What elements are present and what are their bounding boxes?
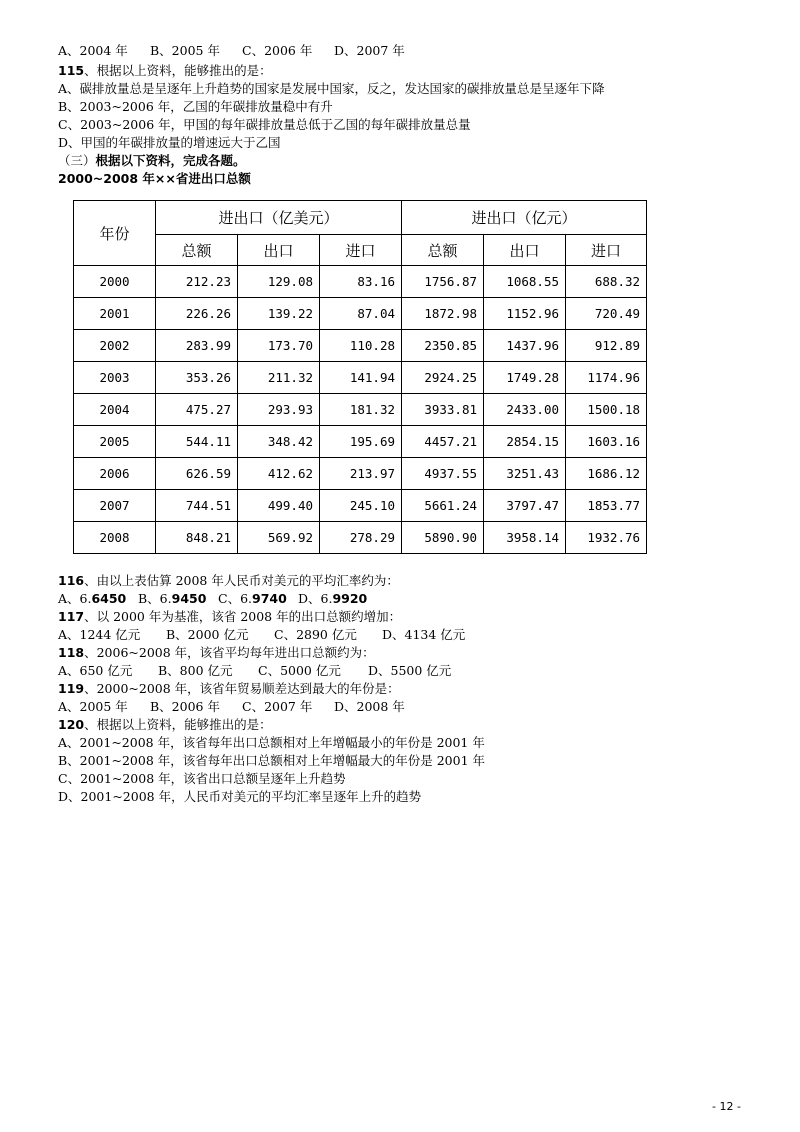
value-cell: 2433.00 bbox=[484, 394, 566, 426]
value-cell: 412.62 bbox=[238, 458, 320, 490]
value-cell: 475.27 bbox=[156, 394, 238, 426]
year-cell: 2001 bbox=[74, 298, 156, 330]
table-title: 2000~2008 年××省进出口总额 bbox=[58, 171, 251, 186]
table-row bbox=[74, 426, 647, 458]
value-cell: 2854.15 bbox=[484, 426, 566, 458]
table-row bbox=[74, 298, 647, 330]
q119-option-a: A、2005 年 bbox=[58, 699, 128, 714]
usd-import-header: 进口 bbox=[320, 235, 402, 266]
q115-option-a: A、碳排放量总是呈逐年上升趋势的国家是发展中国家，反之，发达国家的碳排放量总是呈逐年下降 bbox=[58, 81, 605, 96]
year-cell: 2002 bbox=[74, 330, 156, 362]
year-header: 年份 bbox=[74, 201, 156, 266]
q117-option-c: C、2890 亿元 bbox=[274, 627, 357, 642]
value-cell: 3251.43 bbox=[484, 458, 566, 490]
value-cell: 1068.55 bbox=[484, 266, 566, 298]
q118-stem: 、2006~2008 年，该省平均每年进出口总额约为： bbox=[84, 645, 375, 660]
year-cell: 2008 bbox=[74, 522, 156, 554]
year-cell: 2003 bbox=[74, 362, 156, 394]
value-cell: 181.32 bbox=[320, 394, 402, 426]
value-cell: 353.26 bbox=[156, 362, 238, 394]
q116-option-d: D、6.9920 bbox=[298, 591, 368, 606]
value-cell: 213.97 bbox=[320, 458, 402, 490]
value-cell: 129.08 bbox=[238, 266, 320, 298]
q115-number: 115 bbox=[58, 63, 85, 78]
table-row bbox=[74, 490, 647, 522]
q119-stem: 、2000~2008 年，该省年贸易顺差达到最大的年份是： bbox=[84, 681, 400, 696]
section-prefix: （三） bbox=[58, 153, 96, 168]
value-cell: 1152.96 bbox=[484, 298, 566, 330]
section-title: 根据以下资料，完成各题。 bbox=[95, 153, 246, 168]
value-cell: 1872.98 bbox=[402, 298, 484, 330]
value-cell: 544.11 bbox=[156, 426, 238, 458]
usd-export-header: 出口 bbox=[238, 235, 320, 266]
usd-total-header: 总额 bbox=[156, 235, 238, 266]
value-cell: 2924.25 bbox=[402, 362, 484, 394]
q119-number: 119 bbox=[58, 681, 85, 696]
value-cell: 720.49 bbox=[566, 298, 647, 330]
value-cell: 4937.55 bbox=[402, 458, 484, 490]
value-cell: 195.69 bbox=[320, 426, 402, 458]
q116-option-a: A、6.6450 bbox=[58, 591, 127, 606]
value-cell: 848.21 bbox=[156, 522, 238, 554]
q118-number: 118 bbox=[58, 645, 85, 660]
value-cell: 1174.96 bbox=[566, 362, 647, 394]
value-cell: 569.92 bbox=[238, 522, 320, 554]
value-cell: 1932.76 bbox=[566, 522, 647, 554]
q119-option-c: C、2007 年 bbox=[242, 699, 313, 714]
value-cell: 283.99 bbox=[156, 330, 238, 362]
q117-stem: 、以 2000 年为基准，该省 2008 年的出口总额约增加： bbox=[84, 609, 402, 624]
rmb-total-header: 总额 bbox=[402, 235, 484, 266]
q116-number: 116 bbox=[58, 573, 85, 588]
question-120 bbox=[58, 716, 758, 806]
q115-option-b: B、2003~2006 年，乙国的年碳排放量稳中有升 bbox=[58, 99, 333, 114]
table-row bbox=[74, 266, 647, 298]
table-row bbox=[74, 522, 647, 554]
q119-option-d: D、2008 年 bbox=[334, 699, 405, 714]
q115-option-d: D、甲国的年碳排放量的增速远大于乙国 bbox=[58, 135, 281, 150]
value-cell: 626.59 bbox=[156, 458, 238, 490]
table-body bbox=[74, 266, 647, 554]
table-row bbox=[74, 458, 647, 490]
q120-option-b: B、2001~2008 年，该省每年出口总额相对上年增幅最大的年份是 2001 年 bbox=[58, 753, 486, 768]
rmb-import-header: 进口 bbox=[566, 235, 647, 266]
year-cell: 2007 bbox=[74, 490, 156, 522]
value-cell: 1686.12 bbox=[566, 458, 647, 490]
q115-option-c: C、2003~2006 年，甲国的每年碳排放量总低于乙国的每年碳排放量总量 bbox=[58, 117, 471, 132]
value-cell: 1853.77 bbox=[566, 490, 647, 522]
value-cell: 245.10 bbox=[320, 490, 402, 522]
q114-option-b: B、2005 年 bbox=[150, 43, 220, 58]
value-cell: 1437.96 bbox=[484, 330, 566, 362]
value-cell: 212.23 bbox=[156, 266, 238, 298]
usd-group-header: 进出口（亿美元） bbox=[156, 201, 402, 235]
table-row bbox=[74, 330, 647, 362]
value-cell: 5890.90 bbox=[402, 522, 484, 554]
q120-stem: 、根据以上资料，能够推出的是： bbox=[84, 717, 272, 732]
q114-option-d: D、2007 年 bbox=[334, 43, 405, 58]
value-cell: 499.40 bbox=[238, 490, 320, 522]
q118-option-a: A、650 亿元 bbox=[58, 663, 133, 678]
q117-option-d: D、4134 亿元 bbox=[382, 627, 466, 642]
q116-option-c: C、6.9740 bbox=[218, 591, 287, 606]
q114-option-a: A、2004 年 bbox=[58, 43, 128, 58]
q120-option-a: A、2001~2008 年，该省每年出口总额相对上年增幅最小的年份是 2001 年 bbox=[58, 735, 485, 750]
rmb-export-header: 出口 bbox=[484, 235, 566, 266]
value-cell: 3933.81 bbox=[402, 394, 484, 426]
value-cell: 744.51 bbox=[156, 490, 238, 522]
q118-option-b: B、800 亿元 bbox=[158, 663, 233, 678]
value-cell: 1749.28 bbox=[484, 362, 566, 394]
value-cell: 912.89 bbox=[566, 330, 647, 362]
section-heading bbox=[58, 152, 758, 188]
value-cell: 3958.14 bbox=[484, 522, 566, 554]
table-row bbox=[74, 362, 647, 394]
page-number: - 12 - bbox=[712, 1100, 741, 1113]
q117-option-a: A、1244 亿元 bbox=[58, 627, 141, 642]
q114-option-c: C、2006 年 bbox=[242, 43, 313, 58]
q120-number: 120 bbox=[58, 717, 85, 732]
q117-number: 117 bbox=[58, 609, 85, 624]
value-cell: 87.04 bbox=[320, 298, 402, 330]
q115-stem: 、根据以上资料，能够推出的是： bbox=[84, 63, 272, 78]
value-cell: 3797.47 bbox=[484, 490, 566, 522]
table-row bbox=[74, 394, 647, 426]
question-119 bbox=[58, 680, 758, 716]
q118-option-c: C、5000 亿元 bbox=[258, 663, 341, 678]
value-cell: 4457.21 bbox=[402, 426, 484, 458]
value-cell: 5661.24 bbox=[402, 490, 484, 522]
year-cell: 2006 bbox=[74, 458, 156, 490]
question-115 bbox=[58, 62, 758, 152]
q114-options bbox=[58, 42, 758, 60]
q116-stem: 、由以上表估算 2008 年人民币对美元的平均汇率约为： bbox=[84, 573, 399, 588]
value-cell: 141.94 bbox=[320, 362, 402, 394]
year-cell: 2005 bbox=[74, 426, 156, 458]
value-cell: 139.22 bbox=[238, 298, 320, 330]
value-cell: 83.16 bbox=[320, 266, 402, 298]
value-cell: 211.32 bbox=[238, 362, 320, 394]
value-cell: 348.42 bbox=[238, 426, 320, 458]
value-cell: 688.32 bbox=[566, 266, 647, 298]
q116-option-b: B、6.9450 bbox=[138, 591, 207, 606]
value-cell: 226.26 bbox=[156, 298, 238, 330]
value-cell: 1603.16 bbox=[566, 426, 647, 458]
value-cell: 2350.85 bbox=[402, 330, 484, 362]
value-cell: 1500.18 bbox=[566, 394, 647, 426]
import-export-table bbox=[73, 200, 647, 554]
year-cell: 2000 bbox=[74, 266, 156, 298]
q117-option-b: B、2000 亿元 bbox=[166, 627, 249, 642]
question-116 bbox=[58, 572, 758, 608]
value-cell: 293.93 bbox=[238, 394, 320, 426]
q120-option-c: C、2001~2008 年，该省出口总额呈逐年上升趋势 bbox=[58, 771, 346, 786]
q119-option-b: B、2006 年 bbox=[150, 699, 220, 714]
q118-option-d: D、5500 亿元 bbox=[368, 663, 452, 678]
year-cell: 2004 bbox=[74, 394, 156, 426]
question-118 bbox=[58, 644, 758, 680]
q120-option-d: D、2001~2008 年，人民币对美元的平均汇率呈逐年上升的趋势 bbox=[58, 789, 422, 804]
question-117 bbox=[58, 608, 758, 644]
value-cell: 278.29 bbox=[320, 522, 402, 554]
value-cell: 110.28 bbox=[320, 330, 402, 362]
value-cell: 1756.87 bbox=[402, 266, 484, 298]
rmb-group-header: 进出口（亿元） bbox=[402, 201, 647, 235]
value-cell: 173.70 bbox=[238, 330, 320, 362]
